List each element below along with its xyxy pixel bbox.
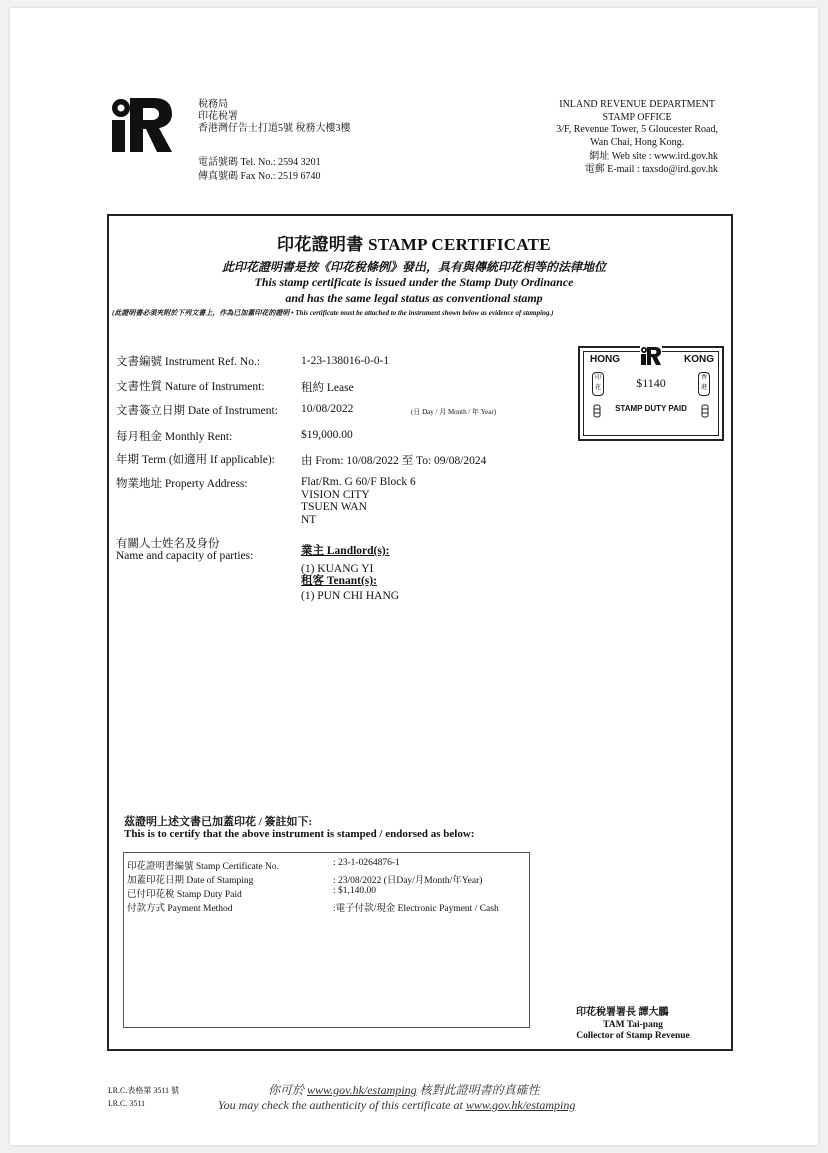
header-address-en-2: Wan Chai, Hong Kong. xyxy=(590,136,685,148)
stamp-duty-paid-stamp xyxy=(578,346,724,441)
header-address-chinese xyxy=(198,99,351,135)
certify-statement-en: This is to certify that the above instrument is stamped / endorsed as below: xyxy=(124,828,475,840)
signature-cn: 印花稅署署長 譚大鵬 xyxy=(576,1007,669,1018)
header-office-en: STAMP OFFICE xyxy=(602,111,672,123)
signatory-title: Collector of Stamp Revenue xyxy=(576,1031,690,1041)
nature-label: 文書性質 Nature of Instrument: xyxy=(116,381,265,393)
address-line-2: VISION CITY xyxy=(301,488,370,501)
landlord-value: (1) KUANG YI xyxy=(301,562,374,575)
footer-verify-cn xyxy=(268,1081,540,1098)
header-address-english xyxy=(556,99,718,176)
ird-logo xyxy=(110,96,174,154)
payment-method-value: :電子付款/現金 Electronic Payment / Cash xyxy=(333,904,499,914)
nature-value: 租約 Lease xyxy=(301,382,354,394)
duty-paid-label: 已付印花稅 Stamp Duty Paid xyxy=(127,890,242,900)
stamp-amount: $1140 xyxy=(636,376,666,390)
rent-value: $19,000.00 xyxy=(301,429,353,441)
footer-verify-link-en[interactable]: www.gov.hk/estamping xyxy=(465,1098,576,1112)
stamping-date-value: : 23/08/2022 (日Day/月Month/年Year) xyxy=(333,876,483,886)
footer-verify-en xyxy=(218,1098,575,1113)
certificate-subtitle-en-1: This stamp certificate is issued under the Stamp Duty Ordinance xyxy=(254,275,574,289)
form-code-en: I.R.C. 3511 xyxy=(108,1099,146,1108)
header-dept-cn: 稅務局 xyxy=(198,99,228,110)
parties-value xyxy=(301,545,399,602)
header-office-cn: 印花稅署 xyxy=(198,111,238,122)
header-email[interactable]: 電郵 E-mail : taxsdo@ird.gov.hk xyxy=(584,163,718,175)
certificate-title: 印花證明書 STAMP CERTIFICATE xyxy=(277,235,551,254)
form-code-cn: I.R.C.表格第 3511 號 xyxy=(108,1086,180,1095)
attach-note: (此證明書必須夾附於下列文書上，作為已加蓋印花的證明 • This certificate must be attached to the instrument shown below as evidence of stamping.) xyxy=(112,309,554,317)
ref-label: 文書編號 Instrument Ref. No.: xyxy=(116,356,261,368)
certificate-subtitle-cn: 此印花證明書是按《印花稅條例》發出，具有與傳統印花相等的法律地位 xyxy=(221,260,606,274)
address-value xyxy=(301,476,416,526)
date-format-hint: (日 Day / 月 Month / 年 Year) xyxy=(411,408,497,416)
payment-method-label: 付款方式 Payment Method xyxy=(127,904,233,914)
header-tel: 電話號碼 Tel. No.: 2594 3201 xyxy=(198,157,321,168)
header-website[interactable]: 網址 Web site : www.ird.gov.hk xyxy=(589,151,718,162)
stamp-hong-label: HONG xyxy=(590,354,620,365)
tenant-heading: 租客 Tenant(s): xyxy=(301,575,377,587)
stamp-cert-no-label: 印花證明書編號 Stamp Certificate No. xyxy=(127,862,279,872)
parties-label-en: Name and capacity of parties: xyxy=(116,550,254,562)
parties-label-cn: 有關人士姓名及身份 xyxy=(116,538,220,550)
landlord-heading: 業主 Landlord(s): xyxy=(301,545,390,557)
header-address-cn: 香港灣仔告士打道5號 稅務大樓3樓 xyxy=(198,123,351,134)
address-line-3: TSUEN WAN xyxy=(301,501,367,513)
signatory-name: TAM Tai-pang xyxy=(603,1020,663,1030)
stamp-paid-label: STAMP DUTY PAID xyxy=(615,404,687,413)
signature-block xyxy=(568,1020,698,1042)
address-line-1: Flat/Rm. G 60/F Block 6 xyxy=(301,476,416,488)
ref-value: 1-23-138016-0-0-1 xyxy=(301,355,390,367)
parties-label xyxy=(116,538,253,562)
stamp-seal-left: 印花 xyxy=(592,372,604,396)
duty-paid-value: : $1,140.00 xyxy=(333,886,377,896)
header-contact xyxy=(198,156,321,184)
stamping-date-label: 加蓋印花日期 Date of Stamping xyxy=(127,876,254,886)
footer-verify-cn-pre: 你可於 xyxy=(268,1083,308,1097)
stamp-ird-logo xyxy=(640,346,662,366)
footer-verify-en-pre: You may check the authenticity of this certificate at xyxy=(218,1098,466,1112)
stamp-cert-no-value: : 23-1-0264876-1 xyxy=(333,858,400,868)
term-value: 由 From: 10/08/2022 至 To: 09/08/2024 xyxy=(301,455,487,467)
header-dept-en: INLAND REVENUE DEPARTMENT xyxy=(559,99,715,110)
footer-verify-cn-post: 核對此證明書的真確性 xyxy=(416,1083,540,1097)
header-address-en-1: 3/F, Revenue Tower, 5 Gloucester Road, xyxy=(556,124,718,135)
address-line-4: NT xyxy=(301,513,317,526)
address-label: 物業地址 Property Address: xyxy=(116,478,248,490)
date-label: 文書簽立日期 Date of Instrument: xyxy=(116,405,278,417)
stamp-seal-right: 香港 xyxy=(698,372,710,396)
term-label: 年期 Term (如適用 If applicable): xyxy=(116,454,275,466)
stamp-kong-label: KONG xyxy=(684,354,714,365)
certificate-subtitle-en-2: and has the same legal status as conventional stamp xyxy=(285,291,543,305)
header-fax: 傳真號碼 Fax No.: 2519 6740 xyxy=(198,171,321,182)
date-value: 10/08/2022 xyxy=(301,403,354,415)
rent-label: 每月租金 Monthly Rent: xyxy=(116,431,233,443)
footer-verify-link-cn[interactable]: www.gov.hk/estamping xyxy=(307,1083,417,1097)
tenant-value: (1) PUN CHI HANG xyxy=(301,589,400,602)
certify-statement-cn: 茲證明上述文書已加蓋印花 / 簽註如下: xyxy=(124,816,313,828)
